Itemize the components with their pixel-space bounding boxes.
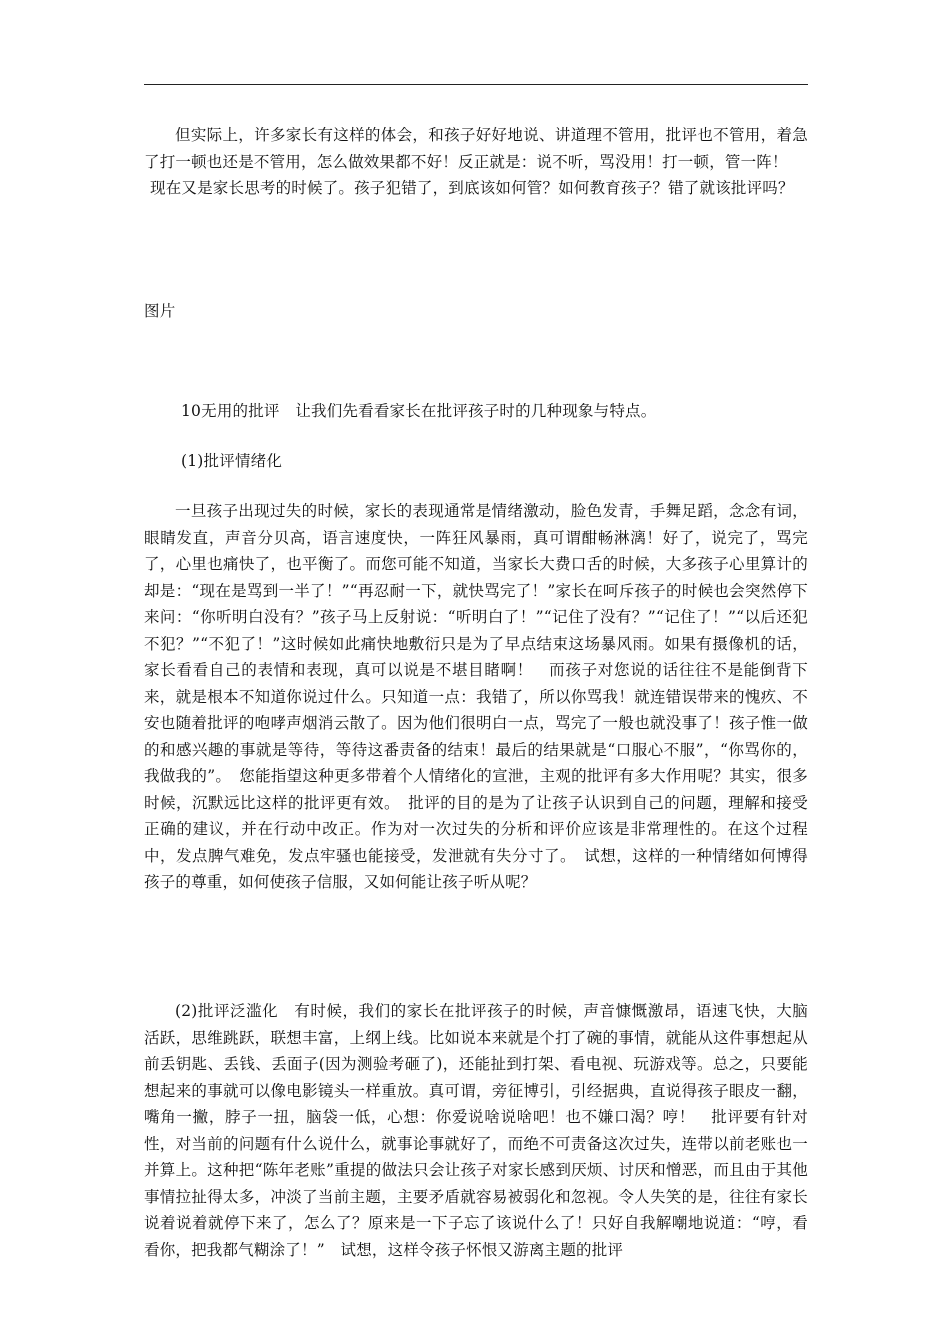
body-section-2	[144, 998, 808, 1263]
body-paragraph-1: 一旦孩子出现过失的时候，家长的表现通常是情绪激动，脸色发青，手舞足蹈，念念有词，眼睛发直，声音分贝高，语言速度快，一阵狂风暴雨，真可谓酣畅淋漓！好了，说完了，骂完了，心里也痛快了，也平衡了。而您可能不知道，当家长大费口舌的时候，大多孩子心里算计的却是：“现在是骂到一半了！”“再忍耐一下，就快骂完了！”家长在呵斥孩子的时候也会突然停下来问：“你听明白没有？”孩子马上反射说：“听明白了！”“记住了没有？”“记住了！”“以后还犯不犯？”“不犯了！”这时候如此痛快地敷衍只是为了早点结束这场暴风雨。如果有摄像机的话，家长看看自己的表情和表现，真可以说是不堪目睹啊！ 而孩子对您说的话往往不是能倒背下来，就是根本不知道你说过什么。只知道一点：我错了，所以你骂我！就连错误带来的愧疚、不安也随着批评的咆哮声烟消云散了。因为他们很明白一点，骂完了一般也就没事了！孩子惟一做的和感兴趣的事就是等待，等待这番责备的结束！最后的结果就是“口服心不服”，“你骂你的，我做我的”。 您能指望这种更多带着个人情绪化的宣泄，主观的批评有多大作用呢？其实，很多时候，沉默远比这样的批评更有效。 批评的目的是为了让孩子认识到自己的问题，理解和接受正确的建议，并在行动中改正。作为对一次过失的分析和评价应该是非常理性的。在这个过程中，发点脾气难免，发点牢骚也能接受，发泄就有失分寸了。 试想，这样的一种情绪如何博得孩子的尊重，如何使孩子信服，又如何能让孩子听从呢？	[144, 502, 808, 891]
image-placeholder-label: 图片	[144, 302, 176, 320]
intro-paragraph-2: 现在又是家长思考的时候了。孩子犯错了，到底该如何管？如何教育孩子？错了就该批评吗？	[150, 179, 794, 197]
body-paragraph-2: (2)批评泛滥化 有时候，我们的家长在批评孩子的时候，声音慷慨激昂，语速飞快，大脑活跃，思维跳跃，联想丰富，上纲上线。比如说本来就是个打了碗的事情，就能从这件事想起从前丢钥匙、丢钱、丢面子(因为测验考砸了)，还能扯到打架、看电视、玩游戏等。总之，只要能想起来的事就可以像电影镜头一样重放。真可谓，旁征博引，引经据典，直说得孩子眼皮一翻，嘴角一撇，脖子一扭，脑袋一低，心想：你爱说啥说啥吧！也不嫌口渴？哼！ 批评要有针对性，对当前的问题有什么说什么，就事论事就好了，而绝不可责备这次过失，连带以前老账也一并算上。这种把“陈年老账”重提的做法只会让孩子对家长感到厌烦、讨厌和憎恶，而且由于其他事情拉扯得太多，冲淡了当前主题，主要矛盾就容易被弱化和忽视。令人失笑的是，往往有家长说着说着就停下来了，怎么了？原来是一下子忘了该说什么了！只好自我解嘲地说道：“哼，看看你，把我都气糊涂了！” 试想，这样令孩子怀恨又游离主题的批评	[144, 1002, 808, 1259]
header-rule	[144, 84, 808, 85]
body-section-1	[144, 498, 808, 896]
sub-heading-emotional-criticism: (1)批评情绪化	[181, 452, 283, 470]
intro-paragraph-1: 但实际上，许多家长有这样的体会，和孩子好好地说、讲道理不管用，批评也不管用，着急了打一顿也还是不管用，怎么做效果都不好！反正就是：说不听，骂没用！打一顿，管一阵！	[144, 126, 808, 171]
intro-section	[144, 122, 808, 202]
section-heading: 10无用的批评 让我们先看看家长在批评孩子时的几种现象与特点。	[181, 402, 657, 420]
